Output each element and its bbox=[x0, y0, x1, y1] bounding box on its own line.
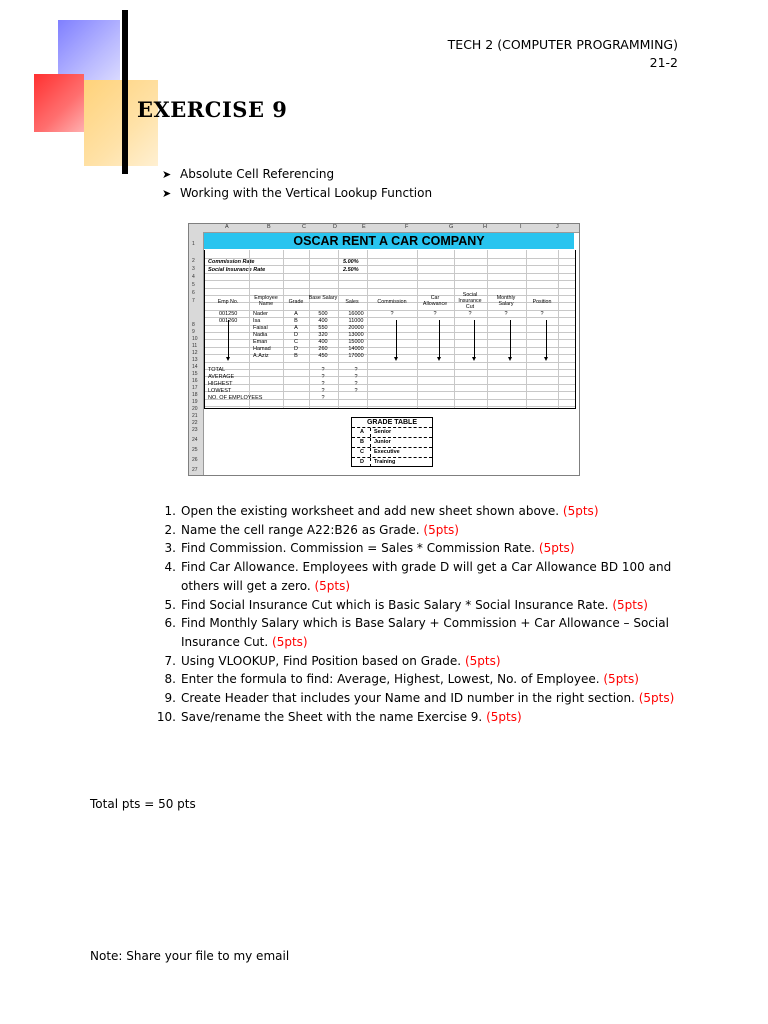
arrow-bullet-icon: ➤ bbox=[162, 187, 172, 200]
row-number: 3 bbox=[192, 266, 195, 272]
column-letter: B bbox=[267, 224, 271, 230]
task-item: 7. Using VLOOKUP, Find Position based on Grade. (5pts) bbox=[164, 653, 501, 668]
summary-value: ? bbox=[321, 381, 325, 387]
social-insurance-rate-label: Social Insurance Rate bbox=[208, 267, 266, 273]
row-headers bbox=[189, 232, 204, 475]
sales: 13000 bbox=[348, 332, 364, 338]
base-salary: 500 bbox=[318, 311, 328, 317]
grade-table-row: B Junior bbox=[352, 438, 432, 448]
column-letter: J bbox=[556, 224, 559, 230]
topic-item: ➤ Working with the Vertical Lookup Function bbox=[162, 184, 432, 203]
row-number: 27 bbox=[192, 467, 198, 473]
column-letter: F bbox=[405, 224, 409, 230]
course-name: TECH 2 (COMPUTER PROGRAMMING) bbox=[447, 37, 678, 52]
computed-placeholder: ? bbox=[468, 311, 472, 317]
column-header: Social Insurance Cut bbox=[458, 292, 482, 310]
total-points: Total pts = 50 pts bbox=[90, 797, 196, 811]
topic-list bbox=[162, 165, 432, 203]
summary-label: AVERAGE bbox=[208, 374, 235, 380]
grade-table-title: GRADE TABLE bbox=[352, 418, 432, 428]
row-number: 21 bbox=[192, 413, 198, 419]
grid-line bbox=[205, 258, 575, 259]
column-header: Base Salary bbox=[308, 295, 338, 301]
task-item: 4. Find Car Allowance. Employees with grade D will get a Car Allowance BD 100 and others will get a zero. (5pts) bbox=[164, 560, 672, 593]
column-header: Employee Name bbox=[254, 295, 278, 307]
grid-line bbox=[205, 265, 575, 266]
sales: 11000 bbox=[348, 318, 364, 324]
row-number: 10 bbox=[192, 336, 198, 342]
sales: 17000 bbox=[348, 353, 364, 359]
footer-note: Note: Share your file to my email bbox=[90, 949, 290, 963]
sales: 16000 bbox=[348, 311, 364, 317]
grid-line bbox=[205, 384, 575, 385]
row-number: 26 bbox=[192, 457, 198, 463]
column-headers bbox=[189, 224, 579, 233]
grade: A bbox=[294, 325, 298, 331]
row-number: 2 bbox=[192, 258, 195, 264]
row-number: 19 bbox=[192, 399, 198, 405]
grade-table bbox=[351, 417, 433, 467]
column-letter: I bbox=[520, 224, 522, 230]
employee-name: Nader bbox=[253, 311, 268, 317]
sales: 20000 bbox=[348, 325, 364, 331]
emp-number: 001250 bbox=[219, 311, 238, 317]
summary-value: ? bbox=[354, 388, 358, 394]
task-item: 3. Find Commission. Commission = Sales * Commission Rate. (5pts) bbox=[164, 541, 575, 556]
row-number: 1 bbox=[192, 241, 195, 247]
grid-line bbox=[205, 288, 575, 289]
fill-down-arrow-icon bbox=[510, 320, 511, 358]
employee-name: Isa bbox=[253, 318, 261, 324]
grade: A bbox=[294, 311, 298, 317]
summary-label: HIGHEST bbox=[208, 381, 233, 387]
commission-rate-label: Commission Rate bbox=[208, 259, 255, 265]
summary-value: ? bbox=[321, 395, 325, 401]
computed-placeholder: ? bbox=[390, 311, 394, 317]
column-letter: H bbox=[483, 224, 487, 230]
row-number: 23 bbox=[192, 427, 198, 433]
computed-placeholder: ? bbox=[540, 311, 544, 317]
decorative-red-square bbox=[34, 74, 84, 132]
grade-table-row: C Executive bbox=[352, 448, 432, 458]
grade: B bbox=[294, 353, 298, 359]
arrow-bullet-icon: ➤ bbox=[162, 168, 172, 181]
grid-line bbox=[205, 376, 575, 377]
row-number: 14 bbox=[192, 364, 198, 370]
summary-value: ? bbox=[354, 374, 358, 380]
task-item: 10. Save/rename the Sheet with the name Exercise 9. (5pts) bbox=[156, 709, 522, 724]
row-number: 7 bbox=[192, 298, 195, 304]
sheet-title: OSCAR RENT A CAR COMPANY bbox=[204, 233, 574, 249]
column-letter: D bbox=[333, 224, 337, 230]
fill-down-arrow-icon bbox=[546, 320, 547, 358]
column-letter: G bbox=[449, 224, 454, 230]
task-list bbox=[150, 502, 690, 726]
task-item: 6. Find Monthly Salary which is Base Salary + Commission + Car Allowance – Social Insurance Cut. (5pts) bbox=[164, 616, 669, 649]
section-code: 21-2 bbox=[649, 55, 678, 70]
row-number: 16 bbox=[192, 378, 198, 384]
fill-down-arrow-icon bbox=[474, 320, 475, 358]
base-salary: 320 bbox=[318, 332, 328, 338]
row-number: 4 bbox=[192, 274, 195, 280]
column-letter: C bbox=[302, 224, 306, 230]
grid-line bbox=[205, 273, 575, 274]
grade: B bbox=[294, 318, 298, 324]
page-header bbox=[448, 36, 678, 72]
grid-line bbox=[205, 280, 575, 281]
grid-line bbox=[205, 406, 575, 407]
decorative-vertical-bar bbox=[122, 10, 128, 174]
task-item: 5. Find Social Insurance Cut which is Basic Salary * Social Insurance Rate. (5pts) bbox=[164, 597, 648, 612]
sales: 15000 bbox=[348, 339, 364, 345]
grid-line bbox=[205, 317, 575, 318]
row-number: 24 bbox=[192, 437, 198, 443]
grade: C bbox=[294, 339, 298, 345]
row-number: 20 bbox=[192, 406, 198, 412]
sheet-table-area bbox=[204, 250, 576, 409]
fill-down-arrow-icon bbox=[439, 320, 440, 358]
task-item: 9. Create Header that includes your Name and ID number in the right section. (5pts) bbox=[164, 691, 675, 706]
row-number: 13 bbox=[192, 357, 198, 363]
row-number: 8 bbox=[192, 322, 195, 328]
row-number: 25 bbox=[192, 447, 198, 453]
employee-name: Eman bbox=[253, 339, 268, 345]
summary-value: ? bbox=[321, 374, 325, 380]
column-letter: E bbox=[362, 224, 366, 230]
column-header: Sales bbox=[345, 299, 359, 305]
computed-placeholder: ? bbox=[433, 311, 437, 317]
task-item: 8. Enter the formula to find: Average, Highest, Lowest, No. of Employee. (5pts) bbox=[164, 672, 639, 687]
grid-line bbox=[205, 391, 575, 392]
employee-name: Nadia bbox=[253, 332, 268, 338]
emp-number: 001260 bbox=[219, 318, 238, 324]
base-salary: 450 bbox=[318, 353, 328, 359]
row-number: 9 bbox=[192, 329, 195, 335]
employee-name: Hamad bbox=[253, 346, 271, 352]
row-number: 11 bbox=[192, 343, 198, 349]
commission-rate-value: 5.00% bbox=[343, 259, 359, 265]
computed-placeholder: ? bbox=[504, 311, 508, 317]
summary-value: ? bbox=[321, 388, 325, 394]
summary-label: NO. OF EMPLOYEES bbox=[208, 395, 263, 401]
sales: 14000 bbox=[348, 346, 364, 352]
column-header: Car Allowance bbox=[422, 295, 448, 307]
employee-name: A.Aziz bbox=[253, 353, 269, 359]
column-header: Grade bbox=[288, 299, 304, 305]
row-number: 6 bbox=[192, 290, 195, 296]
grade: D bbox=[294, 346, 298, 352]
column-letter: A bbox=[225, 224, 229, 230]
grade-table-row: A Senior bbox=[352, 428, 432, 438]
task-item: 2. Name the cell range A22:B26 as Grade. (5pts) bbox=[164, 522, 459, 537]
fill-down-arrow-icon bbox=[396, 320, 397, 358]
row-number: 12 bbox=[192, 350, 198, 356]
summary-value: ? bbox=[354, 381, 358, 387]
grade-table-row: D Training bbox=[360, 459, 396, 465]
grid-line bbox=[205, 369, 575, 370]
base-salary: 260 bbox=[318, 346, 328, 352]
spreadsheet-image bbox=[188, 223, 580, 476]
social-insurance-rate-value: 2.50% bbox=[343, 267, 359, 273]
grid-line bbox=[205, 362, 575, 363]
base-salary: 400 bbox=[318, 339, 328, 345]
base-salary: 550 bbox=[318, 325, 328, 331]
base-salary: 400 bbox=[318, 318, 328, 324]
decorative-yellow-square bbox=[84, 80, 158, 166]
row-number: 15 bbox=[192, 371, 198, 377]
summary-value: ? bbox=[354, 367, 358, 373]
column-header: Commission bbox=[377, 299, 407, 305]
row-number: 17 bbox=[192, 385, 198, 391]
task-item: 1. Open the existing worksheet and add new sheet shown above. (5pts) bbox=[164, 504, 599, 518]
row-number: 22 bbox=[192, 420, 198, 426]
summary-value: ? bbox=[321, 367, 325, 373]
column-header: Emp No. bbox=[217, 299, 239, 305]
employee-name: Faisal bbox=[253, 325, 268, 331]
row-number: 5 bbox=[192, 282, 195, 288]
summary-label: LOWEST bbox=[208, 388, 232, 394]
row-number: 18 bbox=[192, 392, 198, 398]
page-title: EXERCISE 9 bbox=[137, 97, 288, 122]
summary-label: TOTAL bbox=[208, 367, 226, 373]
fill-down-arrow-icon bbox=[228, 320, 229, 358]
grade: D bbox=[294, 332, 298, 338]
topic-item: ➤ Absolute Cell Referencing bbox=[162, 165, 432, 184]
column-header: Monthly Salary bbox=[496, 295, 516, 307]
column-header: Position bbox=[532, 299, 552, 305]
